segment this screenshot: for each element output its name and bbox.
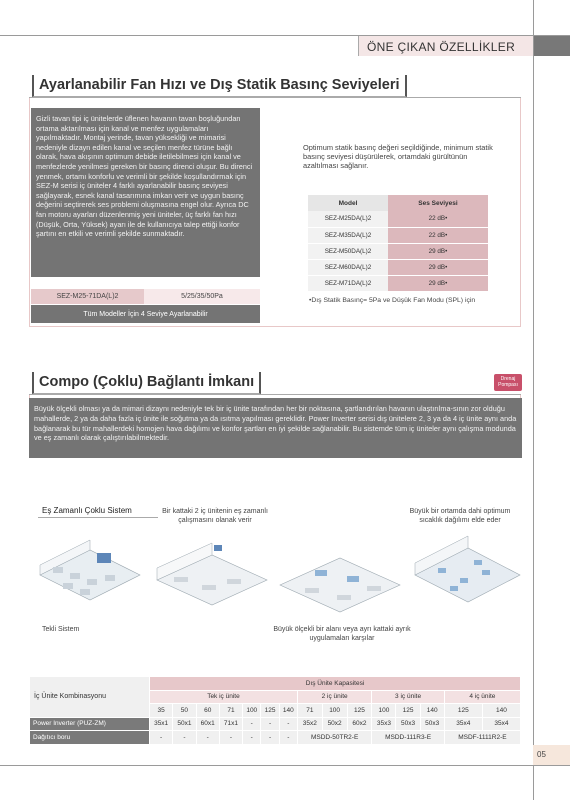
table-row: SEZ-M35DA(L)2 22 dB• (308, 227, 488, 243)
simultaneous-system-caption: Eş Zamanlı Çoklu Sistem (42, 506, 132, 515)
table-row: SEZ-M50DA(L)2 29 dB• (308, 243, 488, 259)
outdoor-capacity-header: Dış Ünite Kapasitesi (150, 677, 521, 691)
section1-description: Gizli tavan tipi iç ünitelerde üflenen havanın tavan boşluğundan ortama aktarılması için kanal ve menfez uygulamaları yapılmaktadır. Montaj yerinde, tavan yüksekliği ve mimarisi nedeniyle dizayn edilen kanal ve seçilen menfez türüne bağlı olarak, hava akışının optimum debide iletilebilmesi için kanal ve menfezlerde yenilmesi gereken bir basınç direnci oluşur. Bu direnci yenmek, ortamı konforlu ve verimli bir şekilde koşullandırmak için SEZ-M serisi iç üniteler 4 farklı ayarlanabilir basınç seviyesi sağlayarak, esnek kanal tasarımına imkan verir ve uygun basınç değerini seçtirerek ses problemi oluşmasına engel olur. Ayrıca DC fan motoru ayarları düzenlenmiş yeni üniteler, üç farklı fan hızı (Düşük, Orta, Yüksek) ayarı ile de kullanıcıya talep ettiği konfor şartını en etkili ve verimli şekilde sunmaktadır. (31, 108, 260, 277)
all-models-bar: Tüm Modeller İçin 4 Seviye Ayarlanabilir (31, 305, 260, 323)
large-space-illustration (275, 540, 405, 620)
static-pressure-note: Optimum statik basınç değeri seçildiğinde, minimum statik basınç seviyesi düşürülerek, ortamdaki gürültünün azaltılması sağlanır. (303, 143, 493, 170)
section2-title: Compo (Çoklu) Bağlantı İmkanı (32, 372, 261, 394)
capacity-cell: 125 (347, 704, 372, 718)
single-system-illustration (35, 535, 145, 615)
large-space-caption: Büyük ölçekli bir alanı veya ayrı kattaki ayrık uygulamaları karşılar (273, 626, 411, 642)
capacity-cell: 140 (420, 704, 444, 718)
optimum-distribution-illustration (410, 530, 525, 615)
pressure-level-table (31, 289, 260, 323)
group-header: 4 iç ünite (444, 690, 520, 704)
capacity-cell: 125 (444, 704, 482, 718)
capacity-cell: 140 (279, 704, 297, 718)
section-header-label: ÖNE ÇIKAN ÖZELLİKLER (367, 40, 516, 54)
distributor-label: Dağıtıcı boru (30, 731, 150, 745)
bottom-rule (0, 765, 570, 766)
capacity-cell: 71 (297, 704, 322, 718)
table-row: SEZ-M25DA(L)2 22 dB• (308, 211, 488, 227)
optimum-caption: Büyük bir ortamda dahi optimum sıcaklık dağılımı elde eder (409, 508, 511, 524)
capacity-cell: 50 (173, 704, 196, 718)
table-row: Power Inverter (PUZ-ZM) 35x1 50x1 60x1 71x1 - - - 35x2 50x2 60x2 35x3 50x3 50x3 35x4 35x4 (30, 717, 521, 731)
capacity-cell: 60 (196, 704, 219, 718)
floor-units-illustration (152, 535, 272, 615)
pressure-values-cell: 5/25/35/50Pa (144, 289, 260, 304)
header-accent-block (533, 36, 570, 56)
capacity-cell: 125 (261, 704, 279, 718)
sound-level-table (308, 195, 488, 292)
model-range-cell: SEZ-M25-71DA(L)2 (31, 289, 144, 304)
combination-header: İç Ünite Kombinasyonu (30, 677, 150, 718)
page-number-box (533, 745, 570, 765)
capacity-table (29, 676, 521, 745)
table-row: Dağıtıcı boru - - - - - - - MSDD-50TR2-E MSDD-111R3-E MSDF-1111R2-E (30, 731, 521, 745)
section2-underline (29, 394, 521, 395)
drain-pump-badge: Drenaj Pompası (494, 374, 522, 391)
section1-underline (29, 97, 521, 98)
capacity-cell: 140 (482, 704, 520, 718)
table-row: SEZ-M60DA(L)2 29 dB• (308, 259, 488, 275)
table-row: SEZ-M71DA(L)2 29 dB• (308, 275, 488, 291)
single-system-caption: Tekli Sistem (42, 626, 80, 633)
power-inverter-label: Power Inverter (PUZ-ZM) (30, 717, 150, 731)
section1-title: Ayarlanabilir Fan Hızı ve Dış Statik Basınç Seviyeleri (32, 75, 407, 97)
right-margin-rule (533, 0, 534, 800)
capacity-cell: 100 (372, 704, 396, 718)
caption-underline (38, 517, 158, 518)
capacity-cell: 125 (396, 704, 420, 718)
section2-description: Büyük ölçekli olması ya da mimari dizaynı nedeniyle tek bir iç ünite tarafından her bir noktasına, şartlandırılan havanın ulaştırılma-sının zor olduğu mahallerde, 2 ya da daha fazla iç ünite ile soğutma ya da ısıtma yapılması gereklidir. Power Inverter serisi dış ünitelere 2, 3 ya da 4 iç ünite aynı anda bağlanarak bu tür mahallerdeki homojen hava dağılımı ve konfor şartları en iyi şekilde sağlanabilir. Bu sistemde tüm iç üniteler aynı çalışma modunda ve eş zamanlı olarak çalıştırılabilmektedir. (29, 398, 522, 458)
floor-caption: Bir kattaki 2 iç ünitenin eş zamanlı çalışmasını olanak verir (162, 508, 268, 524)
capacity-cell: 71 (219, 704, 242, 718)
capacity-cell: 100 (243, 704, 261, 718)
model-column-header: Model (308, 195, 388, 211)
page-number: 05 (537, 750, 546, 759)
group-header: Tek iç ünite (150, 690, 298, 704)
group-header: 2 iç ünite (297, 690, 371, 704)
capacity-cell: 35 (150, 704, 173, 718)
capacity-cell: 100 (322, 704, 347, 718)
group-header: 3 iç ünite (372, 690, 444, 704)
section-header-tab (358, 36, 533, 56)
sound-footnote: •Dış Statik Basınç= 5Pa ve Düşük Fan Modu (SPL) için (309, 297, 476, 304)
sound-column-header: Ses Seviyesi (388, 195, 488, 211)
